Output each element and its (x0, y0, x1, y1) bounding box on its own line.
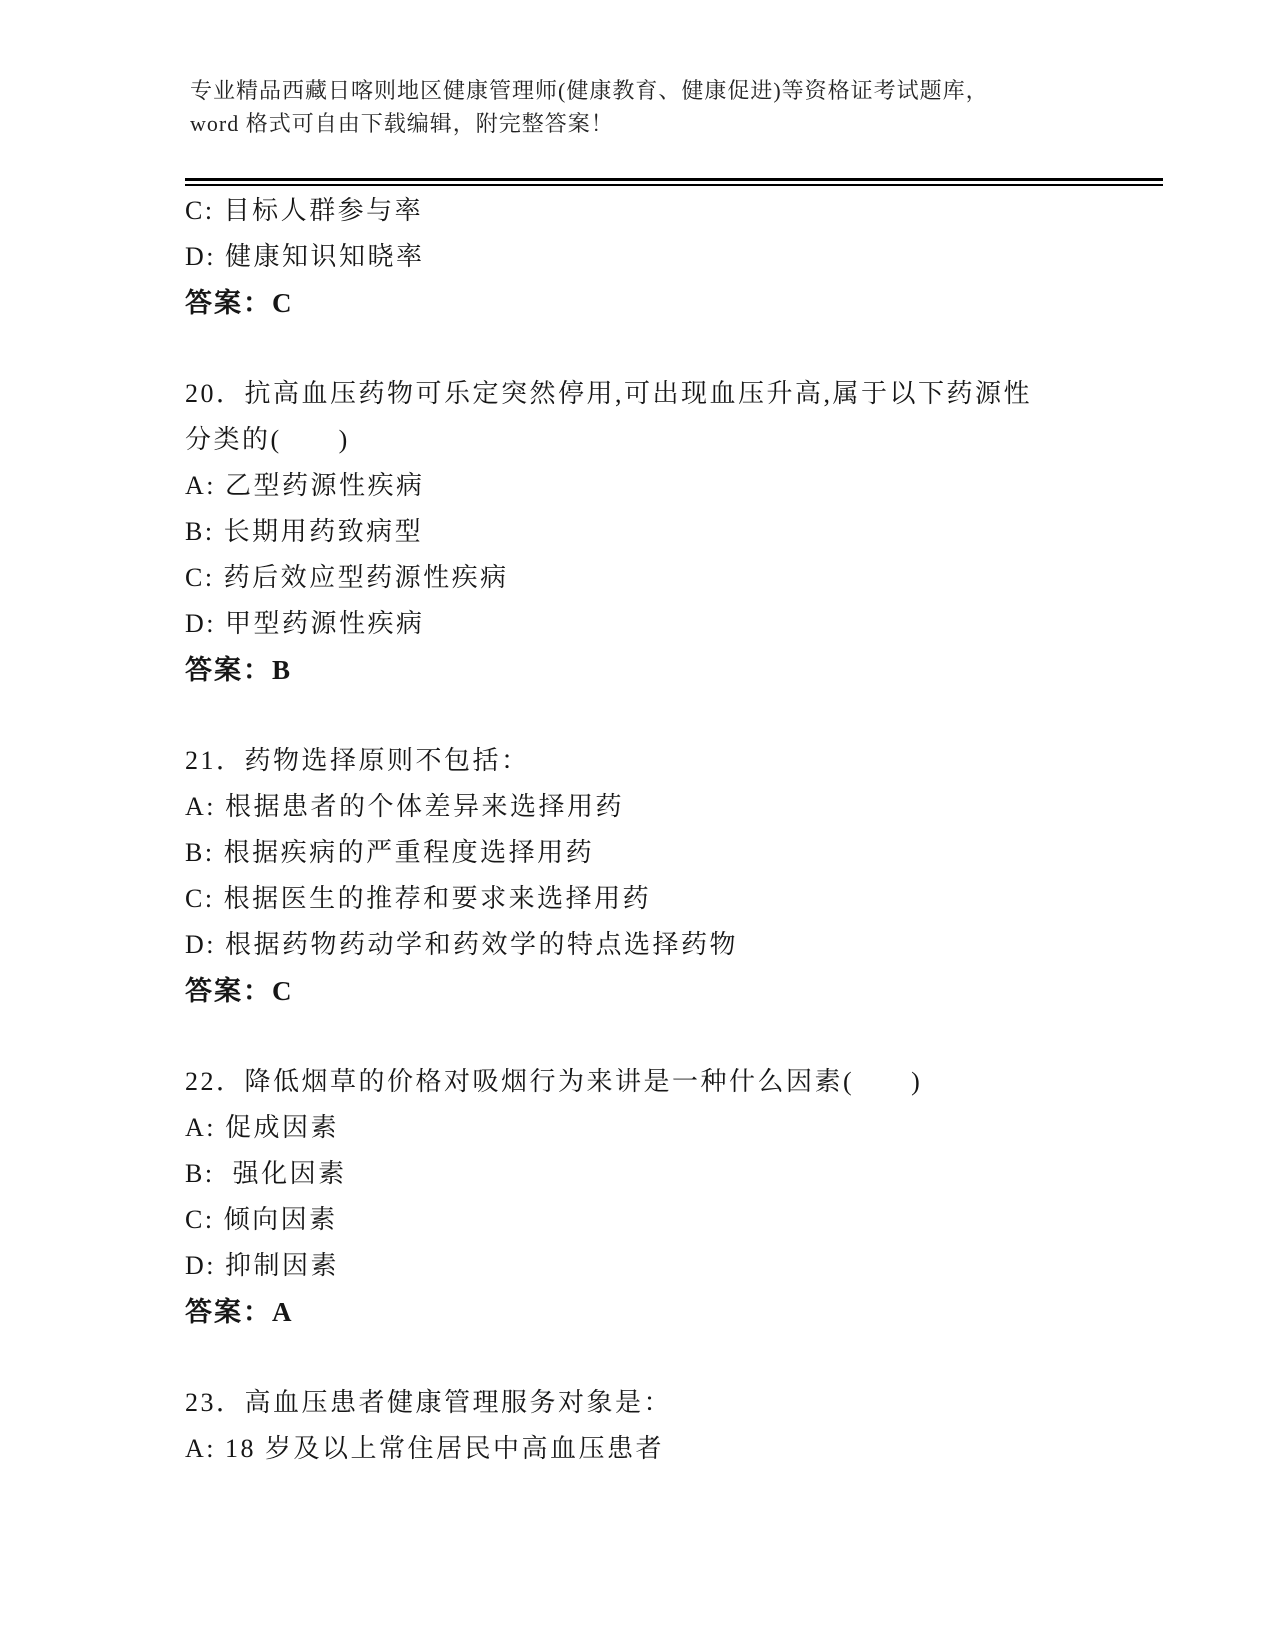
question-21-option-c: C: 根据医生的推荐和要求来选择用药 (185, 884, 652, 913)
question-20-option-c: C: 药后效应型药源性疾病 (185, 563, 509, 592)
question-19-tail (185, 188, 1180, 326)
question-23-option-a: A: 18 岁及以上常住居民中高血压患者 (185, 1434, 665, 1463)
question-22-option-b: B: 强化因素 (185, 1159, 347, 1188)
divider-thick-line (185, 178, 1163, 181)
question-22-option-d: D: 抑制因素 (185, 1251, 340, 1280)
question-21-option-b: B: 根据疾病的严重程度选择用药 (185, 838, 595, 867)
header-divider (185, 178, 1163, 186)
header-line-2: word 格式可自由下载编辑，附完整答案！ (190, 111, 614, 136)
question-20-text-line-2: 分类的( ) (185, 425, 350, 454)
divider-thin-line (185, 184, 1163, 186)
document-header (190, 74, 1175, 140)
question-21-option-d: D: 根据药物药动学和药效学的特点选择药物 (185, 930, 739, 959)
question-20-option-a: A: 乙型药源性疾病 (185, 471, 425, 500)
question-23-text: 23．高血压患者健康管理服务对象是： (185, 1388, 673, 1417)
question-21 (185, 738, 1180, 1014)
question-20-option-d: D: 甲型药源性疾病 (185, 609, 425, 638)
question-23 (185, 1380, 1180, 1472)
question-19-option-c: C: 目标人群参与率 (185, 196, 424, 225)
question-21-text: 21．药物选择原则不包括： (185, 746, 530, 775)
question-22 (185, 1059, 1180, 1335)
question-19-answer: 答案：C (185, 288, 294, 318)
question-20 (185, 371, 1180, 693)
question-22-option-a: A: 促成因素 (185, 1113, 340, 1142)
question-22-answer: 答案：A (185, 1297, 294, 1327)
question-21-option-a: A: 根据患者的个体差异来选择用药 (185, 792, 625, 821)
question-19-option-d: D: 健康知识知晓率 (185, 242, 425, 271)
question-22-option-c: C: 倾向因素 (185, 1205, 338, 1234)
question-21-answer: 答案：C (185, 976, 294, 1006)
document-body (185, 188, 1180, 1472)
header-line-1: 专业精品西藏日喀则地区健康管理师(健康教育、健康促进)等资格证考试题库， (190, 78, 989, 103)
question-20-answer: 答案：B (185, 655, 293, 685)
question-20-text-line-1: 20．抗高血压药物可乐定突然停用,可出现血压升高,属于以下药源性 (185, 379, 1033, 408)
question-20-option-b: B: 长期用药致病型 (185, 517, 424, 546)
question-22-text: 22．降低烟草的价格对吸烟行为来讲是一种什么因素( ) (185, 1067, 923, 1096)
